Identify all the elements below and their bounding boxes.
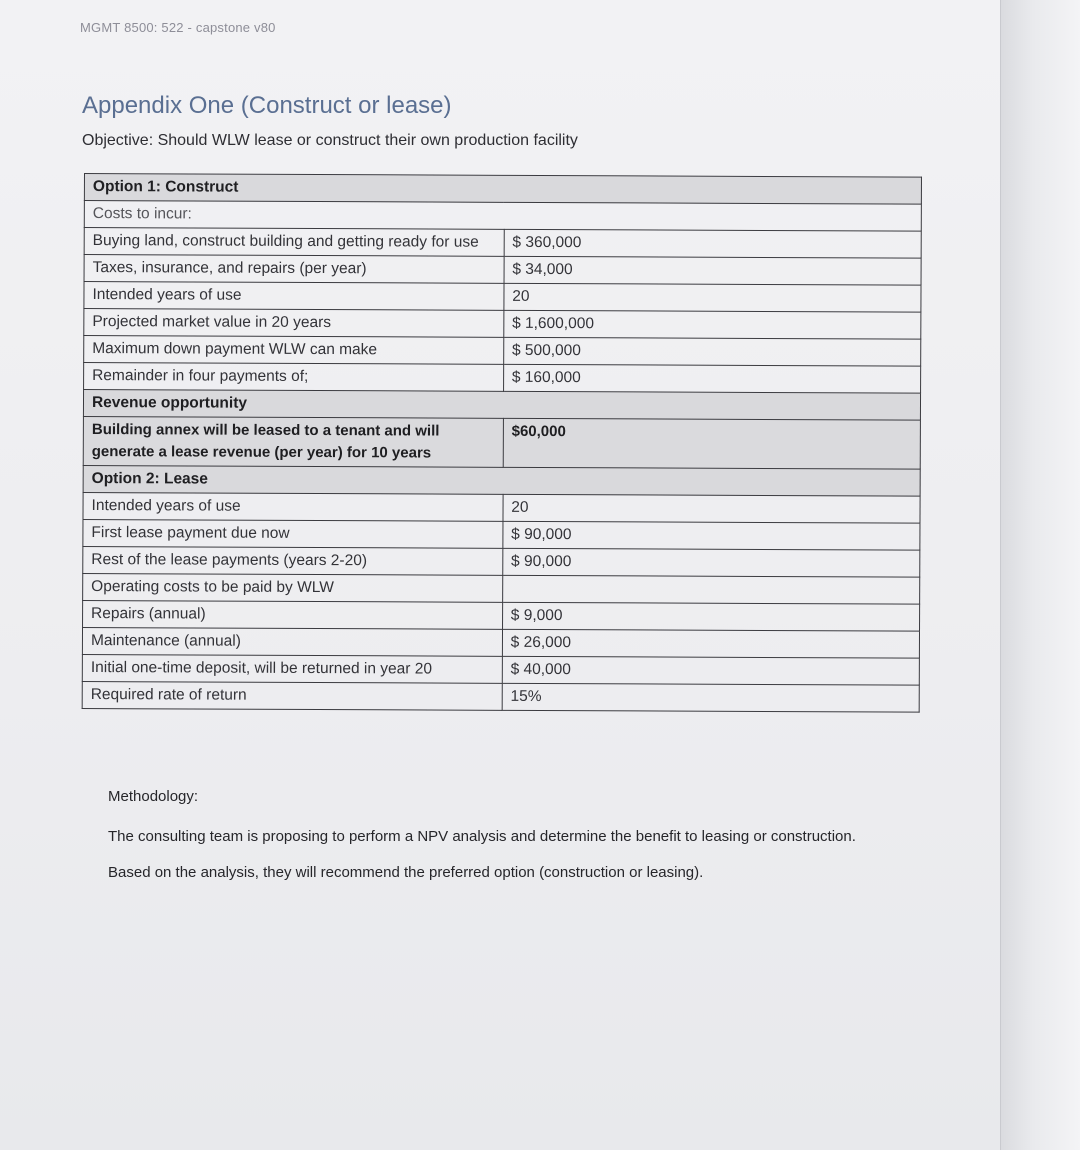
row-label: Repairs (annual) xyxy=(83,600,503,629)
page-title: Appendix One (Construct or lease) xyxy=(82,92,452,119)
monitor-edge xyxy=(1000,0,1080,1150)
methodology-section xyxy=(108,786,898,898)
table-row xyxy=(84,255,921,286)
revenue-row xyxy=(83,416,920,469)
row-label: Intended years of use xyxy=(84,282,504,311)
row-value: 20 xyxy=(504,283,921,312)
revenue-heading-row xyxy=(83,390,920,421)
table-row xyxy=(83,546,920,577)
option2-heading-row xyxy=(83,465,920,496)
option1-heading-row xyxy=(84,174,921,205)
table-row xyxy=(84,336,921,367)
row-label: First lease payment due now xyxy=(83,519,503,548)
revenue-value: $60,000 xyxy=(503,418,920,469)
table-row xyxy=(84,309,921,340)
row-label: Intended years of use xyxy=(83,492,503,521)
row-value: $ 40,000 xyxy=(502,656,919,685)
row-value: $ 34,000 xyxy=(504,256,921,285)
row-label: Taxes, insurance, and repairs (per year) xyxy=(84,255,504,284)
row-value xyxy=(502,575,919,604)
row-value: $ 9,000 xyxy=(502,602,919,631)
row-label: Required rate of return xyxy=(82,681,502,710)
revenue-label: Building annex will be leased to a tenant and will generate a lease revenue (per year) for 10 years xyxy=(83,416,503,467)
row-label: Rest of the lease payments (years 2-20) xyxy=(83,546,503,575)
table-row xyxy=(84,228,921,259)
row-value: $ 160,000 xyxy=(503,364,920,393)
costs-label: Costs to incur: xyxy=(84,201,921,232)
methodology-paragraph-2: Based on the analysis, they will recommend the preferred option (construction or leasing). xyxy=(108,864,704,881)
row-value: $ 90,000 xyxy=(503,521,920,550)
table-row xyxy=(83,600,920,631)
row-value: $ 90,000 xyxy=(502,548,919,577)
table-row xyxy=(84,282,921,313)
table-row xyxy=(83,492,920,523)
option2-heading: Option 2: Lease xyxy=(83,465,920,496)
row-label: Maintenance (annual) xyxy=(82,627,502,656)
row-label: Projected market value in 20 years xyxy=(84,309,504,338)
row-value: $ 360,000 xyxy=(504,229,921,258)
revenue-heading: Revenue opportunity xyxy=(83,390,920,421)
table-row xyxy=(82,627,919,658)
options-table xyxy=(82,173,922,713)
row-label: Remainder in four payments of; xyxy=(84,363,504,392)
course-header: MGMT 8500: 522 - capstone v80 xyxy=(80,20,276,35)
table-row xyxy=(83,573,920,604)
row-value: $ 26,000 xyxy=(502,629,919,658)
row-value: $ 500,000 xyxy=(503,337,920,366)
objective-line: Objective: Should WLW lease or construct their own production facility xyxy=(82,132,578,149)
row-value: 15% xyxy=(502,683,919,712)
row-label: Operating costs to be paid by WLW xyxy=(83,573,503,602)
row-value: $ 1,600,000 xyxy=(504,310,921,339)
option1-heading: Option 1: Construct xyxy=(84,174,921,205)
row-value: 20 xyxy=(503,494,920,523)
methodology-heading: Methodology: xyxy=(108,788,199,805)
row-label: Maximum down payment WLW can make xyxy=(84,336,504,365)
methodology-paragraph-1: The consulting team is proposing to perform a NPV analysis and determine the benefit to leasing or construction. xyxy=(108,828,856,845)
table-row xyxy=(82,654,919,685)
table-row xyxy=(84,363,921,394)
row-label: Buying land, construct building and getting ready for use xyxy=(84,228,504,257)
table-row xyxy=(83,519,920,550)
costs-label-row xyxy=(84,201,921,232)
row-label: Initial one-time deposit, will be returned in year 20 xyxy=(82,654,502,683)
table-row xyxy=(82,681,919,712)
